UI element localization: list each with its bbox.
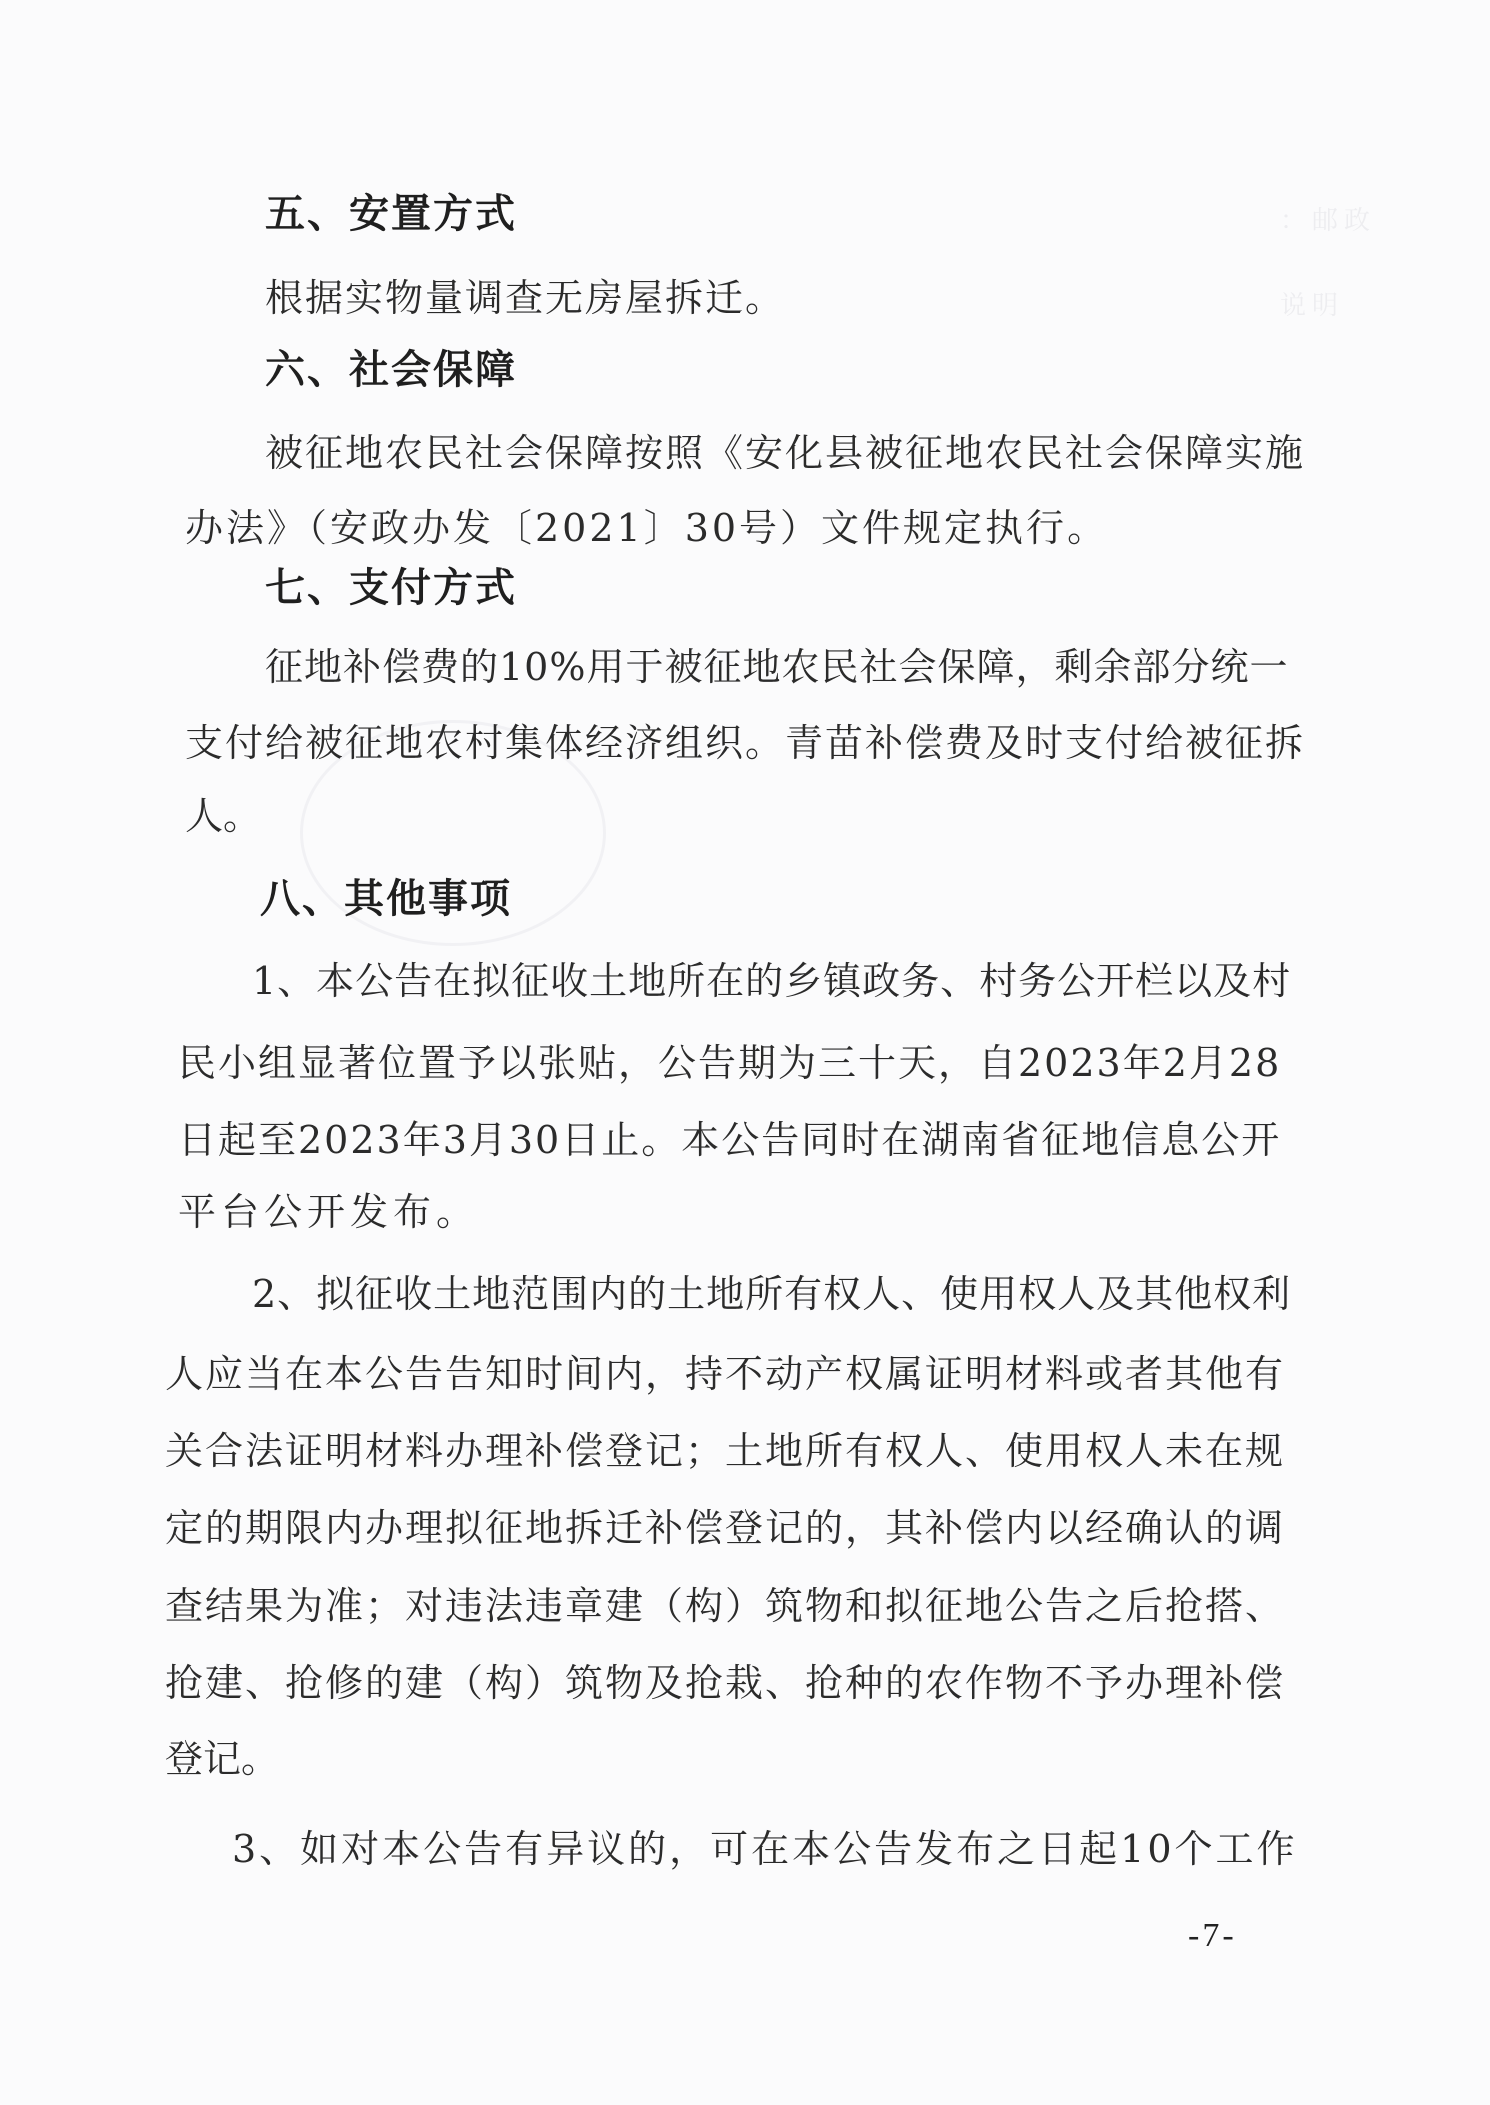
paragraph-line: 办法》（安政办发〔2021〕30号）文件规定执行。 [185,506,1109,550]
section-heading-6: 六、社会保障 [265,347,517,393]
section-heading-8: 八、其他事项 [260,876,512,922]
paragraph-line: 登记。 [165,1737,280,1781]
paragraph-line: 1、本公告在拟征收土地所在的乡镇政务、村务公开栏以及村 [252,959,1292,1003]
paragraph-line: 定的期限内办理拟征地拆迁补偿登记的，其补偿内以经确认的调 [165,1506,1286,1550]
paragraph-line: 关合法证明材料办理补偿登记；土地所有权人、使用权人未在规 [165,1429,1286,1473]
paragraph-line: 被征地农民社会保障按照《安化县被征地农民社会保障实施 [265,431,1306,475]
bleed-through-text: 说明 [1280,291,1345,321]
paragraph-line: 人。 [185,794,262,838]
paragraph-line: 查结果为准；对违法违章建（构）筑物和拟征地公告之后抢搭、 [165,1584,1286,1628]
paragraph-line: 抢建、抢修的建（构）筑物及抢栽、抢种的农作物不予办理补偿 [165,1661,1286,1705]
paragraph-line: 根据实物量调查无房屋拆迁。 [265,276,786,320]
page-number: -7- [1188,1917,1237,1954]
paragraph-line: 支付给被征地农村集体经济组织。青苗补偿费及时支付给被征拆 [185,721,1306,765]
paragraph-line: 平台公开发布。 [178,1190,480,1234]
paragraph-line: 3、如对本公告有异议的，可在本公告发布之日起10个工作 [232,1827,1298,1871]
section-heading-7: 七、支付方式 [265,565,517,611]
paragraph-line: 日起至2023年3月30日止。本公告同时在湖南省征地信息公开 [178,1118,1282,1162]
paragraph-line: 民小组显著位置予以张贴，公告期为三十天，自2023年2月28 [178,1041,1282,1085]
bleed-through-text: ：邮政 [1280,206,1377,236]
section-heading-5: 五、安置方式 [265,191,517,237]
paragraph-line: 人应当在本公告告知时间内，持不动产权属证明材料或者其他有 [165,1352,1286,1396]
paragraph-line: 2、拟征收土地范围内的土地所有权人、使用权人及其他权利 [252,1272,1292,1316]
paragraph-line: 征地补偿费的10%用于被征地农民社会保障，剩余部分统一 [265,645,1289,689]
